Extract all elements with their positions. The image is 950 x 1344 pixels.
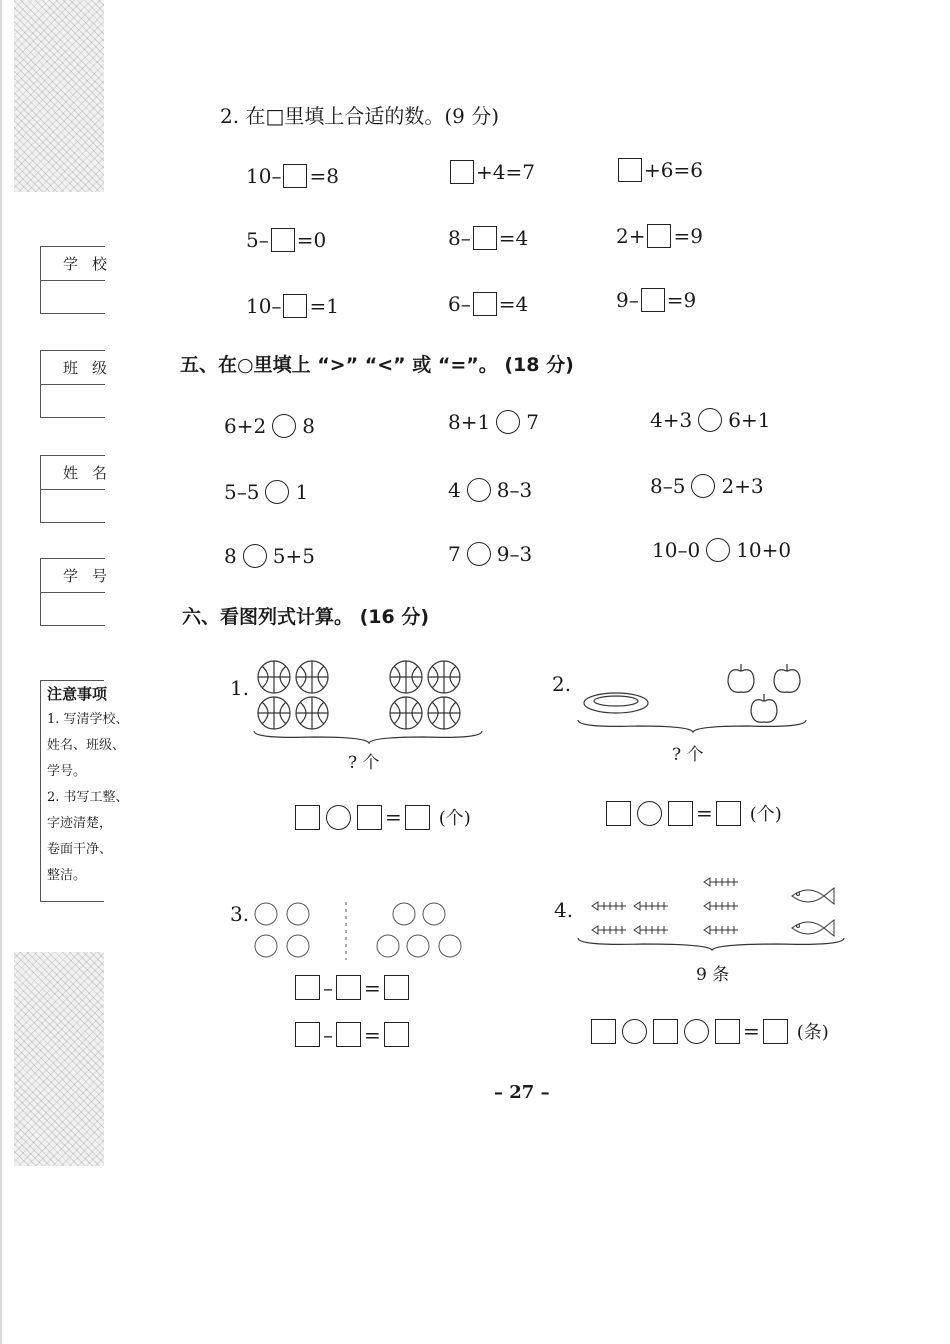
circles-illustration: [252, 900, 467, 962]
q2-equation: 2+ =9: [616, 224, 703, 248]
compare-circle[interactable]: [706, 538, 730, 562]
student-number-field-label: 学号: [63, 567, 122, 585]
unit-label: (个): [749, 804, 782, 825]
compare-item: 7 9–3: [448, 542, 533, 566]
fishbone-icon: [704, 878, 738, 886]
unit-label: (条): [796, 1022, 829, 1043]
answer-box[interactable]: [763, 1019, 788, 1044]
notes-box: [40, 680, 129, 902]
problem3-answer-1: – =: [292, 975, 412, 1000]
field-divider: [41, 280, 105, 281]
basketballs-illustration: [254, 655, 484, 740]
answer-box[interactable]: [295, 1022, 320, 1047]
fishbone-icon: [592, 926, 626, 934]
basketball-icon: [428, 661, 460, 693]
answer-box[interactable]: [653, 1019, 678, 1044]
operator-circle[interactable]: [637, 801, 662, 826]
circle-icon: [255, 935, 277, 957]
answer-box[interactable]: [668, 801, 693, 826]
notes-line: 2. 书写工整、: [47, 790, 129, 805]
name-field-label: 姓名: [63, 464, 122, 482]
q2-equation: +6=6: [616, 158, 703, 182]
compare-circle[interactable]: [265, 480, 289, 504]
operator-circle[interactable]: [684, 1019, 709, 1044]
answer-box[interactable]: [336, 1022, 361, 1047]
problem2-caption: ? 个: [672, 745, 704, 765]
compare-circle[interactable]: [272, 414, 296, 438]
answer-box[interactable]: [473, 226, 497, 250]
q2-equation: 6– =4: [448, 292, 529, 316]
compare-item: 8–5 2+3: [650, 474, 764, 498]
field-divider: [41, 384, 105, 385]
notes-line: 学号。: [47, 764, 87, 779]
compare-item: 4+3 6+1: [650, 408, 771, 432]
notes-line: 卷面干净、: [47, 842, 113, 857]
compare-circle[interactable]: [467, 478, 491, 502]
student-number-field[interactable]: [40, 558, 122, 626]
compare-circle[interactable]: [698, 408, 722, 432]
answer-box[interactable]: [271, 228, 295, 252]
answer-box[interactable]: [405, 805, 430, 830]
compare-circle[interactable]: [467, 542, 491, 566]
basketball-icon: [258, 661, 290, 693]
answer-box[interactable]: [606, 801, 631, 826]
answer-box[interactable]: [384, 975, 409, 1000]
compare-circle[interactable]: [243, 544, 267, 568]
answer-box[interactable]: [473, 292, 497, 316]
circle-icon: [423, 903, 445, 925]
fishbone-icon: [634, 902, 668, 910]
fishbone-icon: [592, 902, 626, 910]
compare-circle[interactable]: [496, 410, 520, 434]
apple-icon: [751, 694, 777, 722]
problem4-caption: 9 条: [696, 965, 730, 985]
fish-icon: [792, 888, 834, 904]
circle-icon: [287, 903, 309, 925]
basketball-icon: [428, 697, 460, 729]
answer-box[interactable]: [295, 805, 320, 830]
operator-circle[interactable]: [326, 805, 351, 830]
fishbone-icon: [704, 902, 738, 910]
fish-illustration: [578, 872, 848, 952]
answer-box[interactable]: [295, 975, 320, 1000]
notes-line: 姓名、班级、: [47, 738, 126, 753]
circle-icon: [255, 903, 277, 925]
compare-item: 10–0 10+0: [652, 538, 792, 562]
notes-line: 字迹清楚，: [47, 816, 113, 831]
notes-title: 注意事项: [47, 685, 108, 703]
q2-equation: 9– =9: [616, 288, 697, 312]
basketball-icon: [390, 697, 422, 729]
plate-apples-illustration: [578, 660, 808, 740]
field-divider: [41, 592, 105, 593]
circle-icon: [377, 935, 399, 957]
answer-box[interactable]: [647, 224, 671, 248]
apple-icon: [728, 664, 754, 692]
fishbone-icon: [634, 926, 668, 934]
answer-box[interactable]: [357, 805, 382, 830]
notes-line: 1. 写清学校、: [47, 712, 129, 727]
compare-item: 5–5 1: [224, 480, 309, 504]
compare-circle[interactable]: [691, 474, 715, 498]
answer-box[interactable]: [450, 160, 474, 184]
answer-box[interactable]: [715, 1019, 740, 1044]
class-field-label: 班级: [63, 359, 122, 377]
compare-item: 6+2 8: [224, 414, 315, 438]
answer-box[interactable]: [618, 158, 642, 182]
decorative-texture-bottom: [14, 952, 104, 1166]
q2-equation: 10– =8: [246, 164, 339, 188]
problem4-answer: = (条): [588, 1018, 829, 1044]
compare-item: 4 8–3: [448, 478, 533, 502]
operator-circle[interactable]: [622, 1019, 647, 1044]
answer-box[interactable]: [283, 294, 307, 318]
basketball-icon: [296, 661, 328, 693]
name-field[interactable]: [40, 455, 122, 523]
section6-title: 六、看图列式计算。 (16 分): [182, 606, 430, 628]
circle-icon: [439, 935, 461, 957]
notes-line: 整洁。: [47, 868, 87, 883]
school-field-label: 学校: [63, 255, 122, 273]
q2-equation: 10– =1: [246, 294, 339, 318]
basketball-icon: [296, 697, 328, 729]
compare-item: 8+1 7: [448, 410, 539, 434]
q2-equation: 8– =4: [448, 226, 529, 250]
circle-icon: [287, 935, 309, 957]
problem2-answer: = (个): [603, 800, 782, 826]
circle-icon: [393, 903, 415, 925]
fish-icon: [792, 920, 834, 936]
q2-equation: +4=7: [448, 160, 535, 184]
school-field[interactable]: [40, 246, 122, 314]
answer-box[interactable]: [641, 288, 665, 312]
answer-box[interactable]: [591, 1019, 616, 1044]
problem1-answer: = (个): [292, 804, 471, 830]
compare-item: 8 5+5: [224, 544, 315, 568]
section5-title: 五、在○里填上 “>” “<” 或 “=”。 (18 分): [180, 354, 574, 376]
binding-edge: [0, 0, 2, 1344]
problem2-number: 2.: [552, 672, 572, 696]
answer-box[interactable]: [716, 801, 741, 826]
brace: [254, 731, 482, 743]
problem1-caption: ? 个: [348, 753, 380, 773]
apple-icon: [774, 664, 800, 692]
circle-icon: [407, 935, 429, 957]
answer-box[interactable]: [336, 975, 361, 1000]
brace: [578, 938, 844, 950]
problem4-number: 4.: [554, 898, 574, 922]
decorative-texture-top: [14, 0, 104, 192]
page-number: – 27 –: [494, 1082, 550, 1103]
fishbone-icon: [704, 926, 738, 934]
answer-box[interactable]: [384, 1022, 409, 1047]
unit-label: (个): [438, 808, 471, 829]
q2-title: 2. 在□里填上合适的数。(9 分): [220, 104, 500, 128]
field-divider: [41, 489, 105, 490]
class-field[interactable]: [40, 350, 122, 418]
basketball-icon: [390, 661, 422, 693]
problem3-answer-2: – =: [292, 1022, 412, 1047]
basketball-icon: [258, 697, 290, 729]
problem3-number: 3.: [230, 902, 250, 926]
problem1-number: 1.: [230, 676, 250, 700]
answer-box[interactable]: [283, 164, 307, 188]
q2-equation: 5– =0: [246, 228, 327, 252]
